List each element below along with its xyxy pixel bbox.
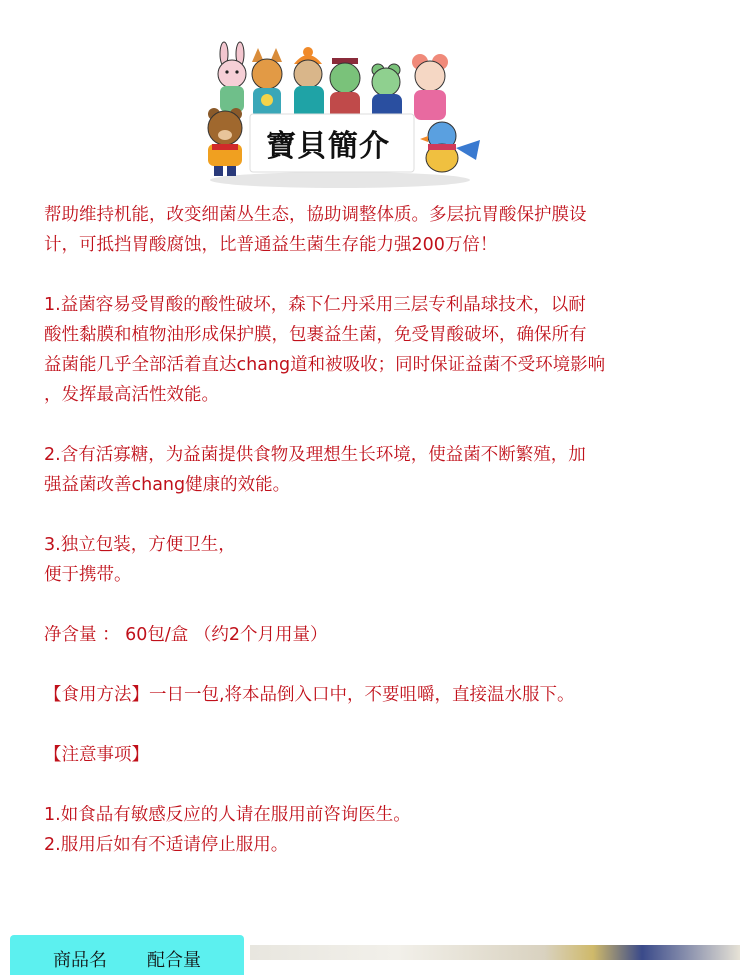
text-line: 帮助维持机能，改变细菌丛生态，協助调整体质。多层抗胃酸保护膜设 — [44, 205, 587, 225]
text-line: 强益菌改善chang健康的效能。 — [44, 475, 291, 495]
usage-method — [44, 680, 704, 710]
product-description — [44, 200, 704, 860]
product-name-label: 商品名 — [53, 950, 107, 971]
text-line: 酸性黏膜和植物油形成保护膜，包裹益生菌，免受胃酸破坏，确保所有 — [44, 325, 587, 345]
text-line: 【食用方法】一日一包,将本品倒入口中，不要咀嚼，直接温水服下。 — [44, 685, 575, 705]
precautions-heading — [44, 740, 704, 770]
bear-icon — [208, 108, 242, 176]
net-content — [44, 620, 704, 650]
banner-title: 寶貝簡介 — [266, 129, 390, 164]
text-line: 1.如食品有敏感反应的人请在服用前咨询医生。 — [44, 805, 411, 825]
bird-icon — [420, 122, 480, 172]
frog-icon — [372, 64, 402, 122]
text-line: 便于携带。 — [44, 565, 132, 585]
cat-icon — [252, 48, 282, 118]
cartoon-animals-illustration — [190, 40, 490, 192]
rabbit-icon — [218, 42, 246, 112]
duck-icon — [294, 47, 324, 120]
paragraph-point-2 — [44, 440, 704, 500]
precautions-list — [44, 800, 704, 860]
text-line: 【注意事项】 — [44, 745, 149, 765]
product-table-header-tab — [10, 935, 244, 975]
text-line: 益菌能几乎全部活着直达chang道和被吸收；同时保证益菌不受环境影响 — [44, 355, 606, 375]
text-line: 计，可抵挡胃酸腐蚀，比普通益生菌生存能力强200万倍！ — [44, 235, 498, 255]
paragraph-point-3 — [44, 530, 704, 590]
text-line: 1.益菌容易受胃酸的酸性破坏，森下仁丹采用三层专利晶球技术，以耐 — [44, 295, 586, 315]
text-line: 2.服用后如有不适请停止服用。 — [44, 835, 289, 855]
paragraph-intro — [44, 200, 704, 260]
text-line: 净含量 ： 60包/盒 （约2个月用量） — [44, 625, 328, 645]
paragraph-point-1 — [44, 290, 704, 410]
product-photo — [250, 945, 740, 960]
text-line: 2.含有活寡糖，为益菌提供食物及理想生长环境，使益菌不断繁殖，加 — [44, 445, 586, 465]
sheep-icon — [412, 54, 448, 120]
text-line: 3.独立包装，方便卫生， — [44, 535, 236, 555]
text-line: ，发挥最高活性效能。 — [44, 385, 219, 405]
formula-amount-label: 配合量 — [147, 950, 201, 971]
baby-intro-banner — [190, 40, 490, 192]
frog-icon — [330, 58, 360, 122]
